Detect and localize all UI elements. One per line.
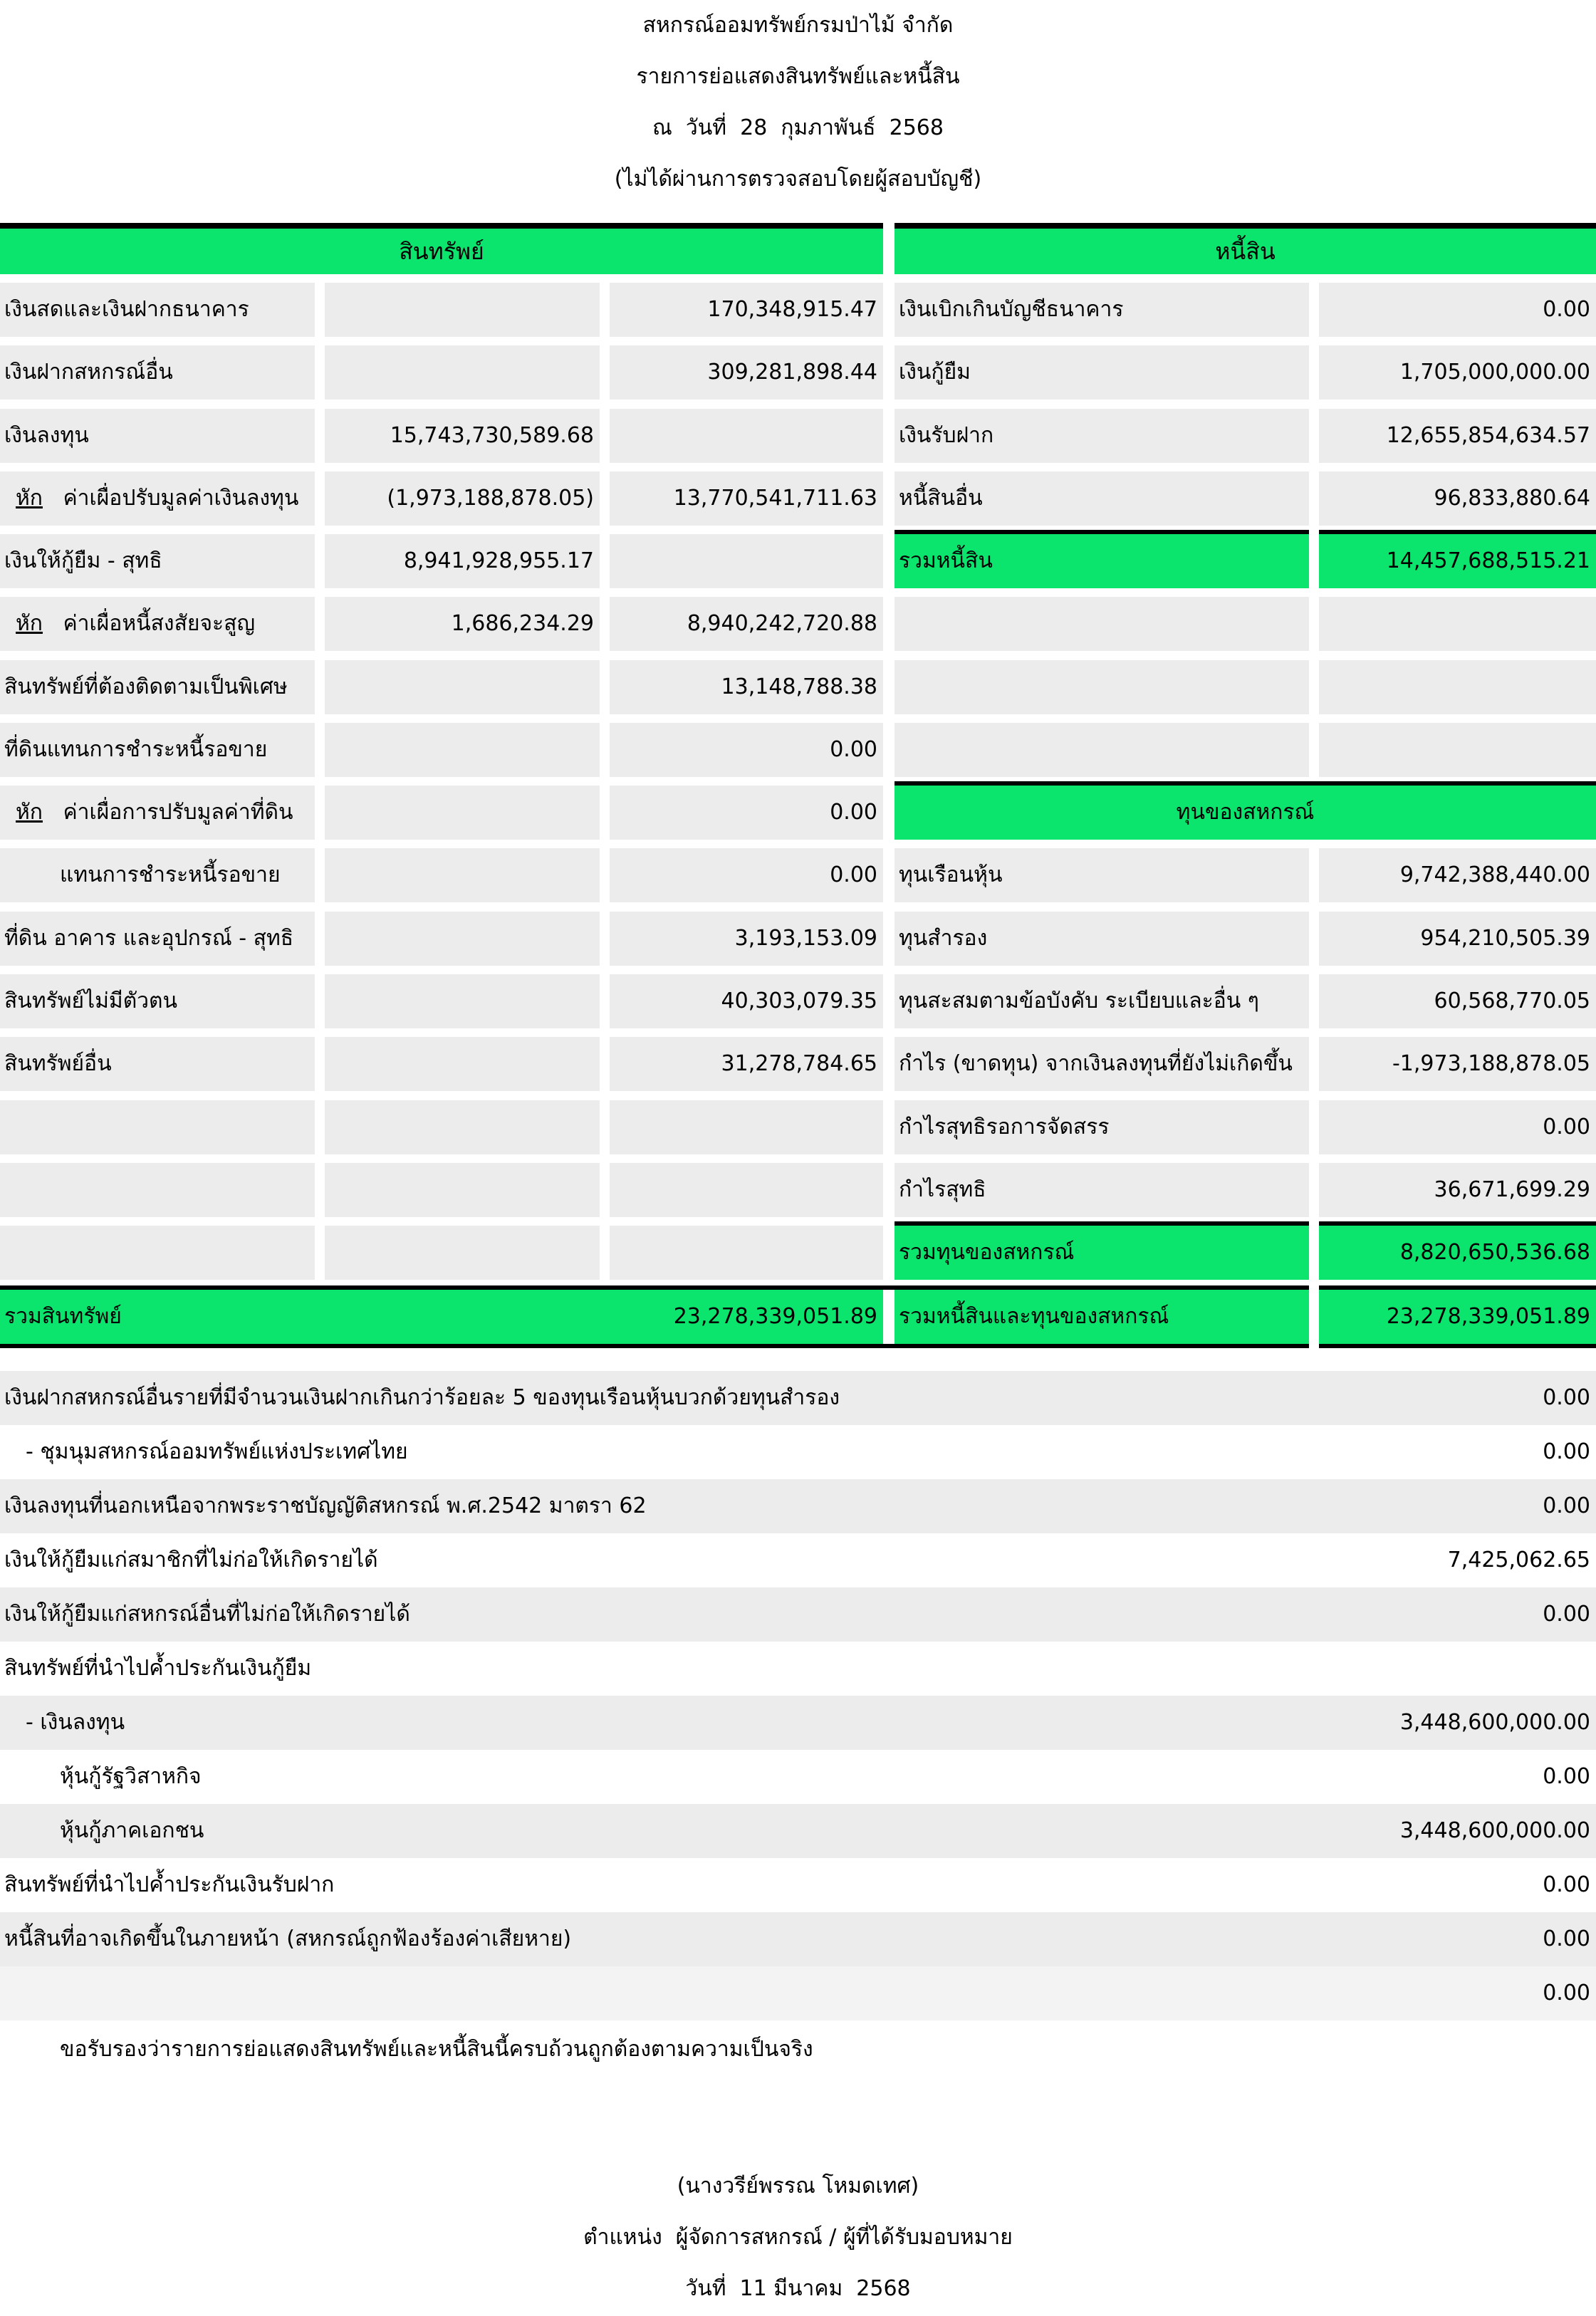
asset-col1 [325,848,600,902]
liability-value: 0.00 [1319,283,1596,337]
equity-value: 0.00 [1319,1100,1596,1154]
grand-total-value: 23,278,339,051.89 [1319,1290,1596,1344]
total-assets-label: รวมสินทรัพย์ [0,1290,641,1344]
asset-col1: 1,686,234.29 [325,597,600,651]
note-label: - ชุมนุมสหกรณ์ออมทรัพย์แห่งประเทศไทย [26,1439,408,1464]
note-row [0,1479,1596,1533]
blank-cell [1319,660,1596,714]
signature-date: วันที่ 11 มีนาคม 2568 [685,2276,911,2301]
note-label: เงินให้กู้ยืมแก่สหกรณ์อื่นที่ไม่ก่อให้เกิดรายได้ [4,1602,410,1627]
asset-col1 [325,723,600,777]
asset-col2: 13,770,541,711.63 [610,471,883,526]
asset-col2: 170,348,915.47 [610,283,883,337]
asset-label: เงินฝากสหกรณ์อื่น [0,345,315,400]
total-equity-label: รวมทุนของสหกรณ์ [895,1226,1309,1280]
asset-col2: 0.00 [610,723,883,777]
blank-cell [1319,723,1596,777]
note-value: 0.00 [1543,1926,1590,1951]
asset-label: เงินลงทุน [0,409,315,463]
asset-col1 [325,1100,600,1154]
note-value: 0.00 [1543,1981,1590,2005]
total-liabilities-value: 14,457,688,515.21 [1319,534,1596,588]
total-assets-value: 23,278,339,051.89 [610,1290,883,1344]
asset-label: สินทรัพย์ที่ต้องติดตามเป็นพิเศษ [0,660,315,714]
asset-col2 [610,1226,883,1280]
audit-note: (ไม่ได้ผ่านการตรวจสอบโดยผู้สอบบัญชี) [614,167,982,192]
org-name: สหกรณ์ออมทรัพย์กรมป่าไม้ จำกัด [642,13,954,38]
asset-label: ที่ดินแทนการชำระหนี้รอขาย [0,723,315,777]
liability-value: 96,833,880.64 [1319,471,1596,526]
asset-col2: 40,303,079.35 [610,974,883,1028]
note-value: 0.00 [1543,1602,1590,1627]
equity-label: กำไรสุทธิรอการจัดสรร [895,1100,1309,1154]
equity-value: 60,568,770.05 [1319,974,1596,1028]
note-label: หนี้สินที่อาจเกิดขึ้นในภายหน้า (สหกรณ์ถูกฟ้องร้องค่าเสียหาย) [4,1926,572,1951]
asset-col2 [610,409,883,463]
blank-cell [895,723,1309,777]
asset-col2: 0.00 [610,786,883,840]
asset-col2: 8,940,242,720.88 [610,597,883,651]
note-value: 0.00 [1543,1872,1590,1897]
note-row [0,1533,1596,1587]
asset-label-text: ค่าเผื่อปรับมูลค่าเงินลงทุน [63,486,299,511]
blank-cell [1319,597,1596,651]
asset-col1: (1,973,188,878.05) [325,471,600,526]
asset-label [0,1163,315,1217]
note-value: 0.00 [1543,1764,1590,1789]
equity-label: กำไร (ขาดทุน) จากเงินลงทุนที่ยังไม่เกิดขึ้น [895,1037,1309,1091]
grand-total-label: รวมหนี้สินและทุนของสหกรณ์ [895,1290,1309,1344]
asset-col2: 13,148,788.38 [610,660,883,714]
note-value: 0.00 [1543,1439,1590,1464]
liabilities-heading-bar [895,223,1596,229]
asset-col1 [325,283,600,337]
total-liabilities-label: รวมหนี้สิน [895,534,1309,588]
liability-label: เงินเบิกเกินบัญชีธนาคาร [895,283,1309,337]
certification-text: ขอรับรองว่ารายการย่อแสดงสินทรัพย์และหนี้สินนี้ครบถ้วนถูกต้องตามความเป็นจริง [60,2037,813,2062]
asset-label-text: ค่าเผื่อหนี้สงสัยจะสูญ [63,611,256,636]
asset-col2 [610,1163,883,1217]
asset-col1 [325,912,600,966]
asset-label [0,471,315,526]
equity-label: ทุนสำรอง [895,912,1309,966]
blank-cell [895,597,1309,651]
note-value: 3,448,600,000.00 [1399,1818,1590,1843]
asset-col2: 31,278,784.65 [610,1037,883,1091]
asset-col1 [325,1037,600,1091]
asset-label: สินทรัพย์ไม่มีตัวตน [0,974,315,1028]
asset-col2: 0.00 [610,848,883,902]
asset-col1: 8,941,928,955.17 [325,534,600,588]
asset-col2: 309,281,898.44 [610,345,883,400]
deduct-prefix: หัก [16,611,43,636]
liabilities-heading: หนี้สิน [895,229,1596,274]
note-row [0,1642,1596,1696]
equity-heading: ทุนของสหกรณ์ [895,786,1596,840]
blank-cell [895,660,1309,714]
asset-col1 [325,345,600,400]
asset-label: ที่ดิน อาคาร และอุปกรณ์ - สุทธิ [0,912,315,966]
note-label: - เงินลงทุน [26,1710,125,1735]
note-row [0,1696,1596,1750]
note-row [0,1371,1596,1425]
asset-label: เงินให้กู้ยืม - สุทธิ [0,534,315,588]
liability-label: เงินกู้ยืม [895,345,1309,400]
liability-label: เงินรับฝาก [895,409,1309,463]
asset-col1 [325,974,600,1028]
note-label: เงินลงทุนที่นอกเหนือจากพระราชบัญญัติสหกรณ์ พ.ศ.2542 มาตรา 62 [4,1493,647,1518]
deduct-prefix: หัก [16,486,43,511]
asset-label: เงินสดและเงินฝากธนาคาร [0,283,315,337]
signatory-position: ตำแหน่ง ผู้จัดการสหกรณ์ / ผู้ที่ได้รับมอบหมาย [583,2225,1013,2250]
note-row [0,1425,1596,1479]
asset-col1 [325,786,600,840]
note-value: 0.00 [1543,1493,1590,1518]
signatory-name: (นางวรีย์พรรณ โหมดเทศ) [677,2174,919,2198]
note-label: สินทรัพย์ที่นำไปค้ำประกันเงินกู้ยืม [4,1656,312,1681]
asset-col2 [610,534,883,588]
note-label: เงินฝากสหกรณ์อื่นรายที่มีจำนวนเงินฝากเกินกว่าร้อยละ 5 ของทุนเรือนหุ้นบวกด้วยทุนสำรอง [4,1385,840,1410]
asset-label: สินทรัพย์อื่น [0,1037,315,1091]
deduct-prefix: หัก [16,800,43,825]
note-label: หุ้นกู้รัฐวิสาหกิจ [60,1764,202,1789]
liability-label: หนี้สินอื่น [895,471,1309,526]
note-label: เงินให้กู้ยืมแก่สมาชิกที่ไม่ก่อให้เกิดรายได้ [4,1548,378,1572]
grand-total-bottom-bar-right [1319,1344,1596,1348]
asset-label [0,597,315,651]
liability-value: 1,705,000,000.00 [1319,345,1596,400]
equity-value: -1,973,188,878.05 [1319,1037,1596,1091]
note-value: 0.00 [1543,1385,1590,1410]
equity-label: ทุนเรือนหุ้น [895,848,1309,902]
note-value: 3,448,600,000.00 [1399,1710,1590,1735]
report-date: ณ วันที่ 28 กุมภาพันธ์ 2568 [652,115,944,140]
note-row [0,1750,1596,1804]
asset-label-text: ค่าเผื่อการปรับมูลค่าที่ดิน [63,800,293,825]
equity-value: 954,210,505.39 [1319,912,1596,966]
asset-col1: 15,743,730,589.68 [325,409,600,463]
note-label: หุ้นกู้ภาคเอกชน [60,1818,204,1843]
assets-heading: สินทรัพย์ [0,229,883,274]
liability-value: 12,655,854,634.57 [1319,409,1596,463]
asset-label [0,1226,315,1280]
total-equity-value: 8,820,650,536.68 [1319,1226,1596,1280]
asset-col1 [325,660,600,714]
note-label: สินทรัพย์ที่นำไปค้ำประกันเงินรับฝาก [4,1872,335,1897]
note-row [0,1587,1596,1642]
asset-label [0,786,315,840]
equity-label: กำไรสุทธิ [895,1163,1309,1217]
note-row [0,1858,1596,1912]
asset-label [0,1100,315,1154]
note-row [0,1912,1596,1966]
asset-label: แทนการชำระหนี้รอขาย [0,848,315,902]
grand-total-bottom-bar [0,1344,1309,1348]
asset-col1 [325,1163,600,1217]
equity-value: 36,671,699.29 [1319,1163,1596,1217]
equity-label: ทุนสะสมตามข้อบังคับ ระเบียบและอื่น ๆ [895,974,1309,1028]
note-row [0,1804,1596,1858]
asset-col2: 3,193,153.09 [610,912,883,966]
asset-col1 [325,1226,600,1280]
note-row [0,1966,1596,2020]
asset-col2 [610,1100,883,1154]
note-value: 7,425,062.65 [1447,1548,1590,1572]
equity-value: 9,742,388,440.00 [1319,848,1596,902]
assets-heading-bar [0,223,883,229]
report-title: รายการย่อแสดงสินทรัพย์และหนี้สิน [636,64,960,89]
